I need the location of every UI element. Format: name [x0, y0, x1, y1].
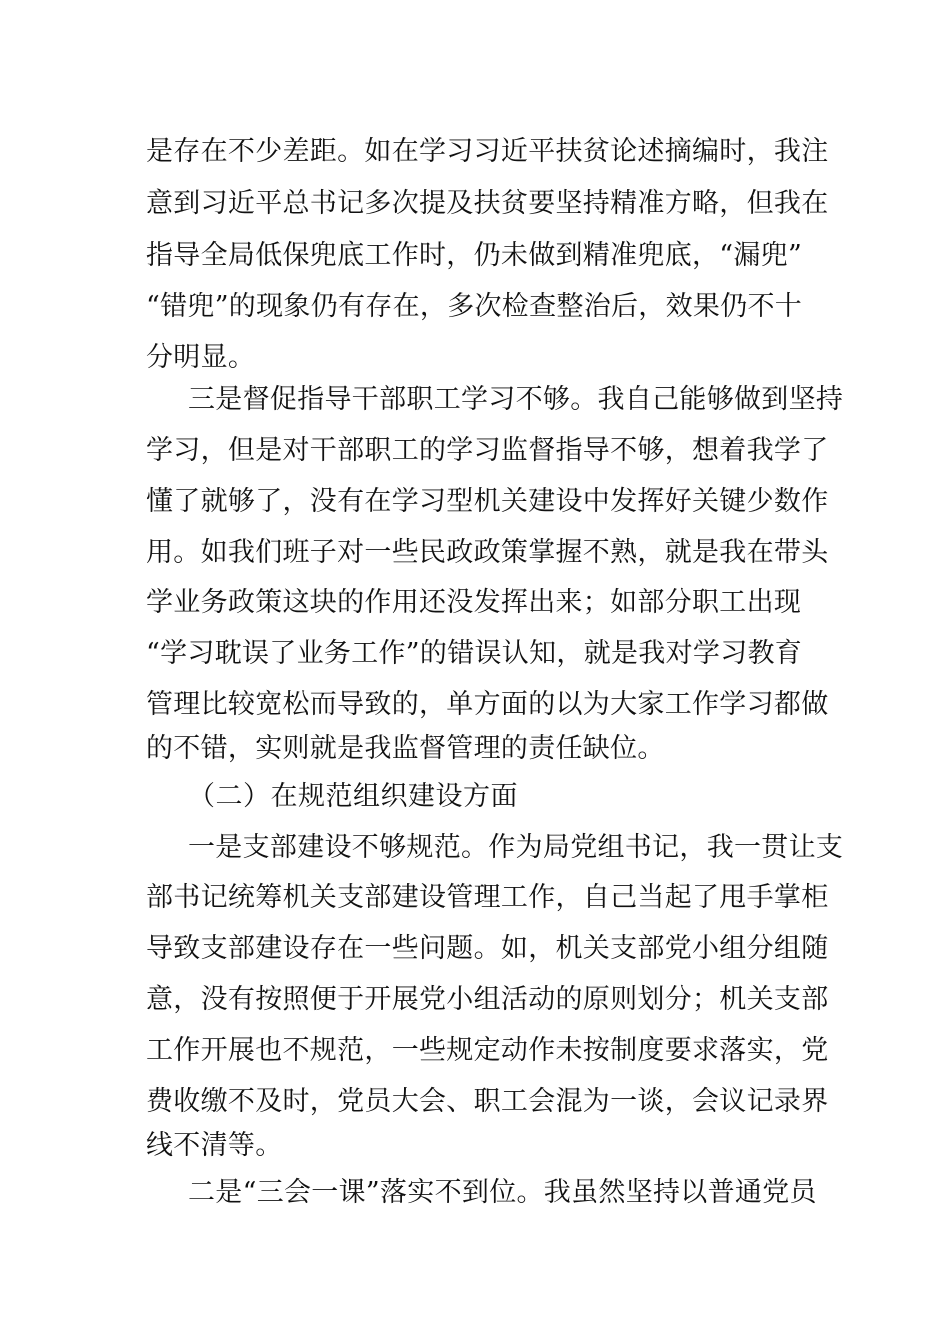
paragraph-line: 二是“三会一课”落实不到位。我虽然坚持以普通党员	[188, 1177, 817, 1208]
paragraph-line: 分明显。	[146, 342, 256, 373]
paragraph-line: 懂了就够了，没有在学习型机关建设中发挥好关键少数作	[146, 486, 829, 517]
paragraph-line: 部书记统筹机关支部建设管理工作，自己当起了甩手掌柜	[146, 882, 829, 913]
paragraph-line: 三是督促指导干部职工学习不够。我自己能够做到坚持	[188, 384, 844, 415]
paragraph-line: 的不错，实则就是我监督管理的责任缺位。	[146, 733, 665, 764]
paragraph-line: 用。如我们班子对一些民政政策掌握不熟，就是我在带头	[146, 537, 829, 568]
section-heading: （二）在规范组织建设方面	[188, 781, 518, 812]
paragraph-line: 线不清等。	[146, 1130, 283, 1161]
paragraph-line: 是存在不少差距。如在学习习近平扶贫论述摘编时，我注	[146, 136, 829, 167]
paragraph-line: 意到习近平总书记多次提及扶贫要坚持精准方略，但我在	[146, 188, 829, 219]
paragraph-line: 学业务政策这块的作用还没发挥出来；如部分职工出现	[146, 587, 802, 618]
paragraph-line: “学习耽误了业务工作”的错误认知，就是我对学习教育	[146, 638, 803, 669]
paragraph-line: 费收缴不及时，党员大会、职工会混为一谈，会议记录界	[146, 1086, 829, 1117]
paragraph-line: 意，没有按照便于开展党小组活动的原则划分；机关支部	[146, 984, 829, 1015]
paragraph-line: 一是支部建设不够规范。作为局党组书记，我一贯让支	[188, 832, 844, 863]
paragraph-line: 工作开展也不规范，一些规定动作未按制度要求落实，党	[146, 1035, 829, 1066]
paragraph-line: 学习，但是对干部职工的学习监督指导不够，想着我学了	[146, 435, 829, 466]
paragraph-line: 指导全局低保兜底工作时，仍未做到精准兜底，“漏兜”	[146, 240, 803, 271]
paragraph-line: 导致支部建设存在一些问题。如，机关支部党小组分组随	[146, 933, 829, 964]
paragraph-line: “错兜”的现象仍有存在，多次检查整治后，效果仍不十	[146, 291, 803, 322]
paragraph-line: 管理比较宽松而导致的，单方面的以为大家工作学习都做	[146, 689, 829, 720]
